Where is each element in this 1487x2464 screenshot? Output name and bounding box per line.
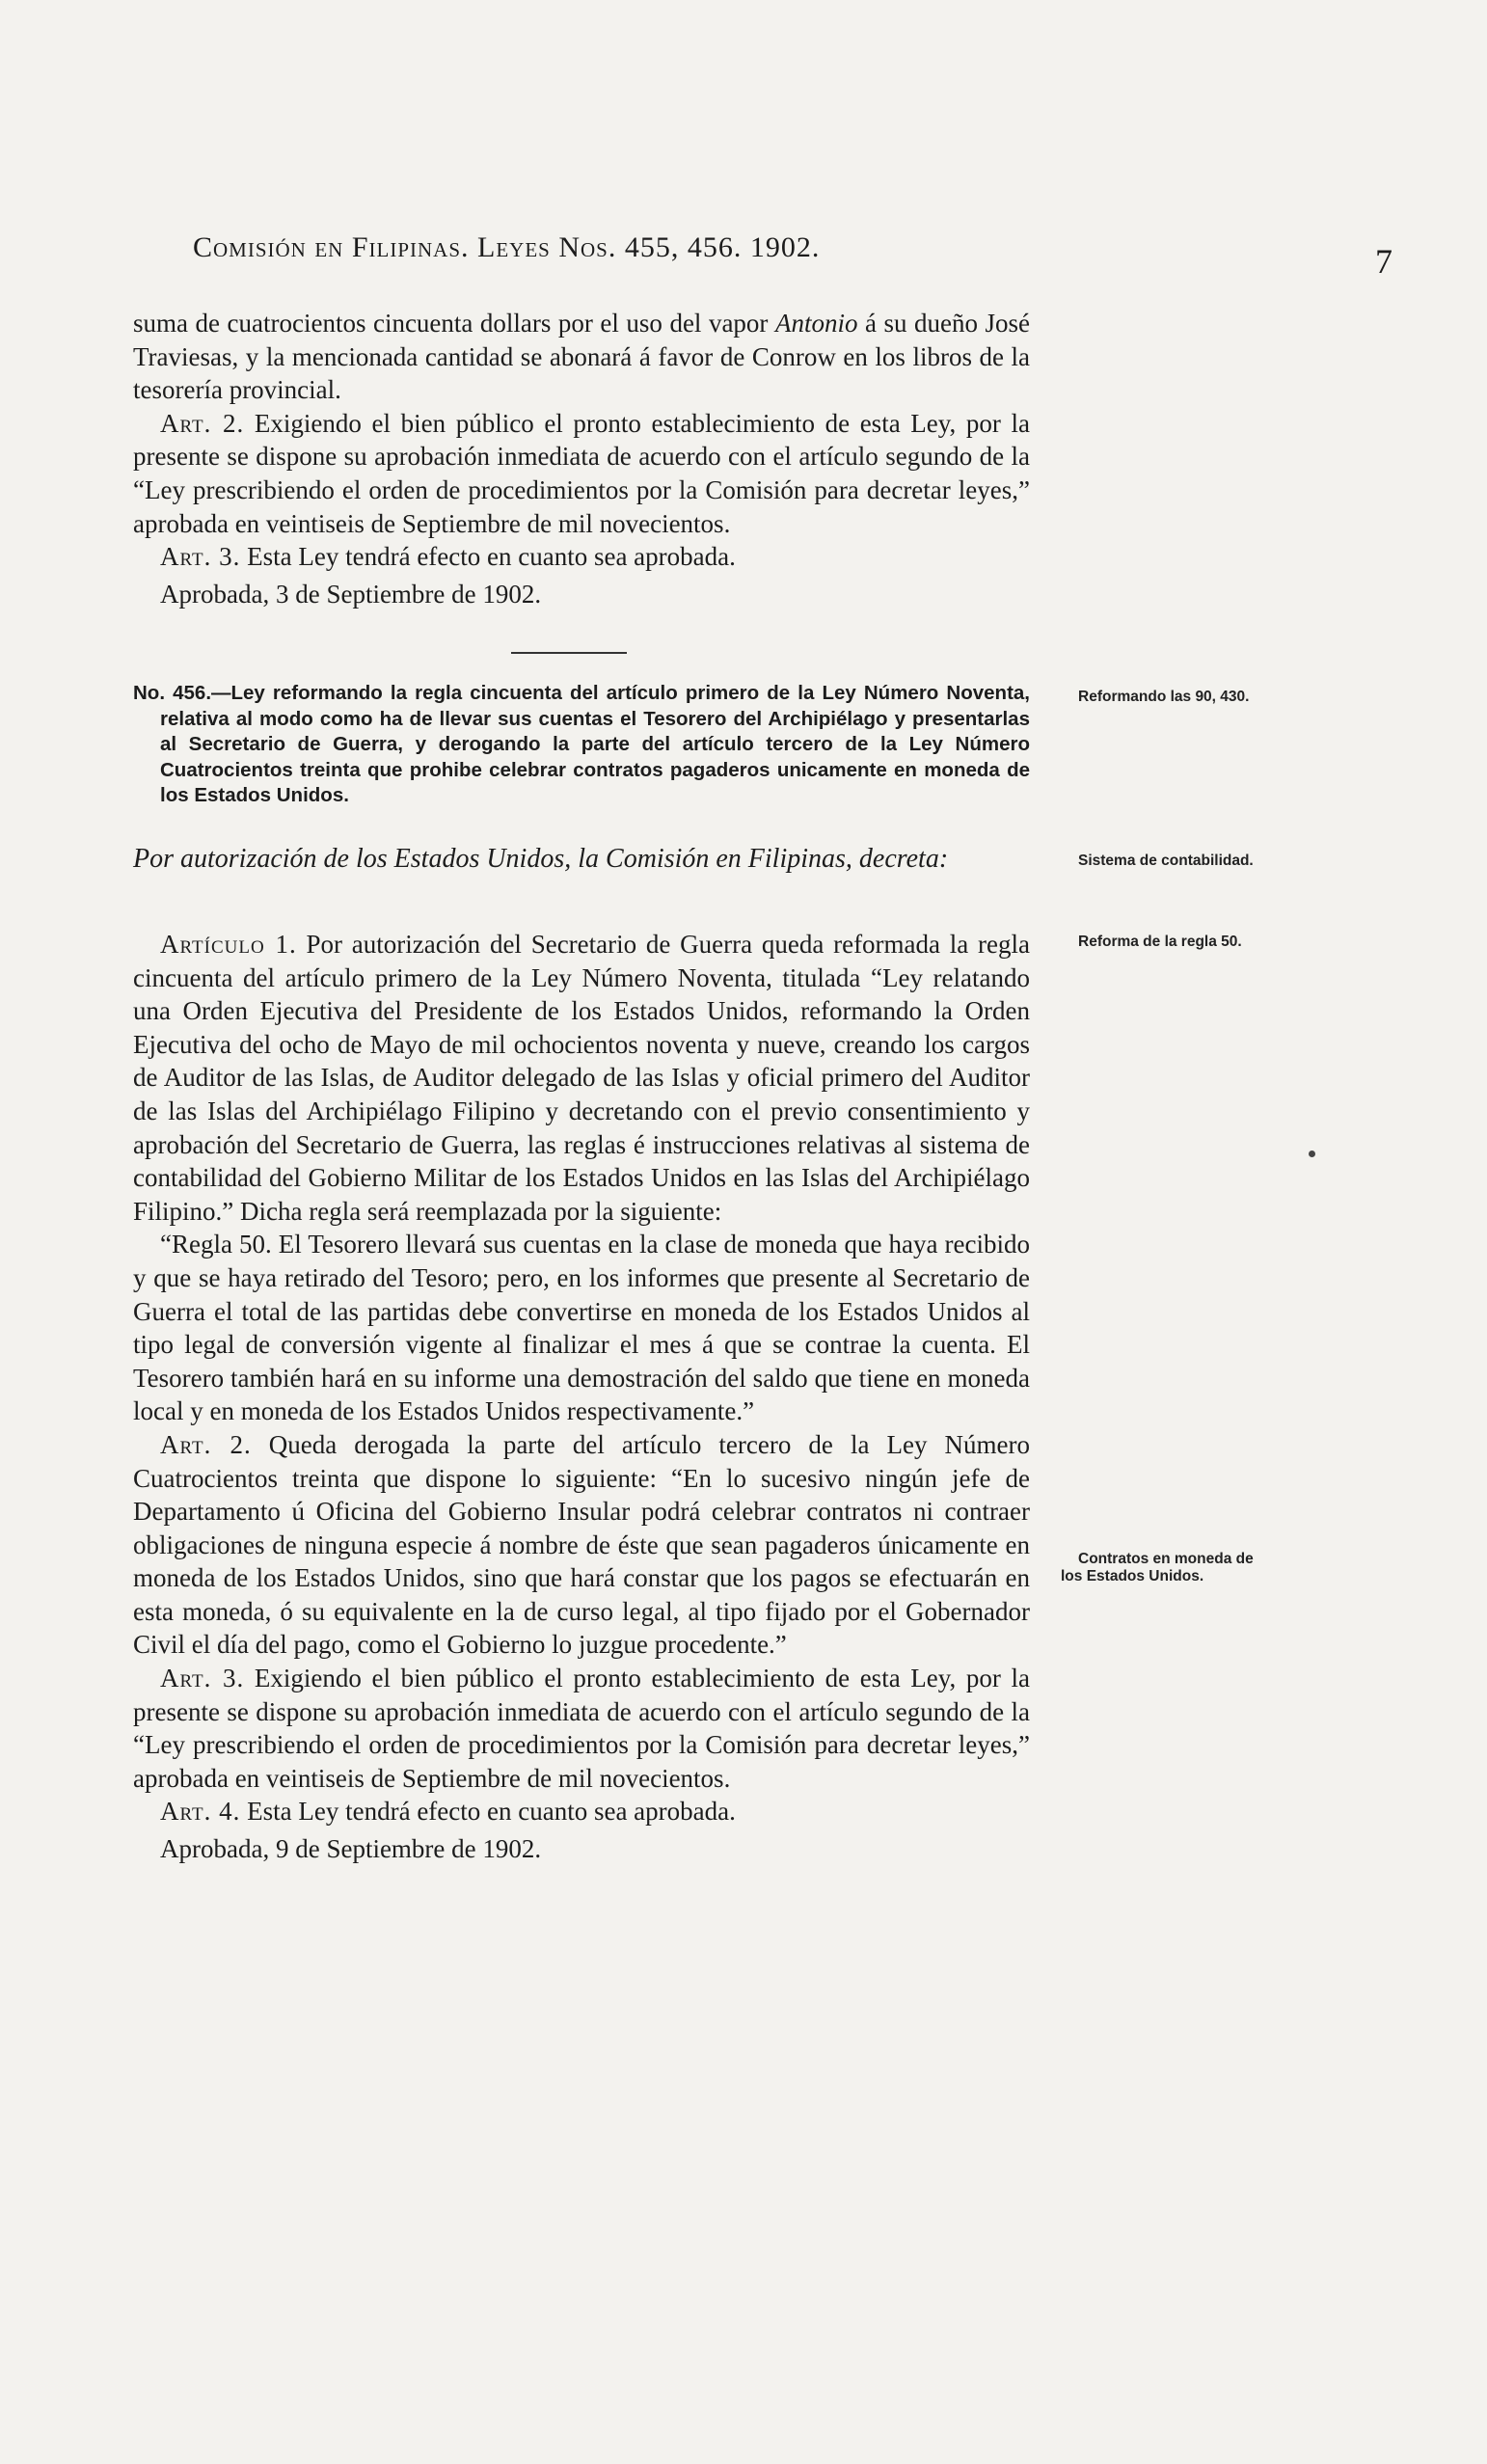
law-456-rule-50: “Regla 50. El Tesorero llevará sus cuentas en la clase de moneda que haya recibido y que se haya retirado del Tesoro; pero, en los informes que presente al Secretario de Guerra el total de las partidas debe convertirse en moneda de los Estados Unidos al tipo legal de conversión vigente al finalizar el mes á que se contrae la cuenta. El Tesorero también hará en su informe una demostración del saldo que tiene en moneda local y en moneda de los Estados Unidos respectivamente.” — [133, 1230, 1030, 1426]
article-label: Art. 3. — [160, 1664, 245, 1693]
margin-note-accounting-system: Sistema de contabilidad. — [1078, 853, 1254, 869]
article-label: Art. 4. — [160, 1797, 241, 1827]
law-456-approval-date: Aprobada, 9 de Septiembre de 1902. — [160, 1834, 542, 1864]
law-456-preamble: Por autorización de los Estados Unidos, la Comisión en Filipinas, decreta: — [133, 844, 949, 874]
article-label: Art. 2. — [160, 408, 245, 438]
law-456-preamble-block — [133, 841, 1030, 878]
law-455-paragraph-continuation: suma de cuatrocientos cincuenta dollars por el uso del vapor Antonio á su dueño José Traviesas, y la mencionada cantidad se abonará á favor de Conrow en los libros de la tesorería provincial. — [133, 309, 1030, 405]
law-456-article-4: Art. 4. Esta Ley tendrá efecto en cuanto sea aprobada. — [160, 1797, 736, 1827]
law-455-approval-date: Aprobada, 3 de Septiembre de 1902. — [160, 579, 542, 609]
margin-note-rule-50-reform: Reforma de la regla 50. — [1078, 934, 1242, 950]
law-456-article-2: Art. 2. Queda derogada la parte del artículo tercero de la Ley Número Cuatrocientos treinta que dispone lo siguiente: “En lo sucesivo ningún jefe de Departamento ú Oficina del Gobierno Insular podrá celebrar contratos ni contraer obligaciones de ninguna especie á nombre de éste que sean pagaderos únicamente en moneda de los Estados Unidos, sino que hará constar que los pagos se efectuarán en esta moneda, ó su equivalente en la de curso legal, al tipo fijado por el Gobernador Civil el día del pago, como el Gobierno lo juzgue procedente.” — [133, 1429, 1030, 1660]
law-456-title: No. 456.—Ley reformando la regla cincuenta del artículo primero de la Ley Número Noventa, relativa al modo como ha de llevar sus cuentas el Tesorero del Archipiélago y presentarlas al Secretario de Guerra, y derogando la parte del artículo tercero de la Ley Número Cuatrocientos treinta que prohibe celebrar contratos pagaderos unicamente en moneda de los Estados Unidos. — [133, 682, 1030, 807]
print-speck — [1309, 1151, 1315, 1157]
vessel-name: Antonio — [774, 309, 858, 338]
law-456-article-3: Art. 3. Exigiendo el bien público el pronto establecimiento de esta Ley, por la presente se dispone su aprobación inmediata de acuerdo con el artículo segundo de la “Ley prescribiendo el orden de procedimientos por la Comisión para decretar leyes,” aprobada en veintiseis de Septiembre de mil novecientos. — [133, 1664, 1030, 1793]
article-label: Artículo 1. — [160, 930, 297, 959]
page-number: 7 — [1375, 242, 1392, 281]
law-455-end — [133, 307, 1030, 610]
law-456-body — [133, 928, 1030, 1866]
law-455-article-2: Art. 2. Exigiendo el bien público el pronto establecimiento de esta Ley, por la presente se dispone su aprobación inmediata de acuerdo con el artículo segundo de la “Ley prescribiendo el orden de procedimientos por la Comisión para decretar leyes,” aprobada en veintiseis de Septiembre de mil novecientos. — [133, 408, 1030, 538]
article-label: Art. 2. — [160, 1429, 252, 1459]
law-456-article-1: Artículo 1. Por autorización del Secretario de Guerra queda reformada la regla cincuenta del artículo primero de la Ley Número Noventa, titulada “Ley relatando una Orden Ejecutiva del Presidente de los Estados Unidos, reformando la Orden Ejecutiva del ocho de Mayo de mil ochocientos noventa y nueve, creando los cargos de Auditor de las Islas, de Auditor delegado de las Islas y oficial primero del Auditor de las Islas del Archipiélago Filipino y decretando con el previo consentimiento y aprobación del Secretario de Guerra, las reglas é instrucciones relativas al sistema de contabilidad del Gobierno Militar de los Estados Unidos en las Islas del Archipiélago Filipino.” Dicha regla será reemplazada por la siguiente: — [133, 930, 1030, 1226]
section-divider — [511, 652, 627, 654]
law-455-article-3: Art. 3. Esta Ley tendrá efecto en cuanto sea aprobada. — [160, 542, 736, 572]
running-head: Comisión en Filipinas. Leyes Nos. 455, 456. 1902. — [193, 231, 821, 263]
margin-note-currency-contracts: Contratos en moneda de los Estados Unidos. — [1061, 1551, 1254, 1584]
law-456-title-block — [133, 681, 1030, 809]
article-label: Art. 3. — [160, 542, 241, 572]
margin-note-amending-laws: Reformando las 90, 430. — [1078, 689, 1250, 705]
